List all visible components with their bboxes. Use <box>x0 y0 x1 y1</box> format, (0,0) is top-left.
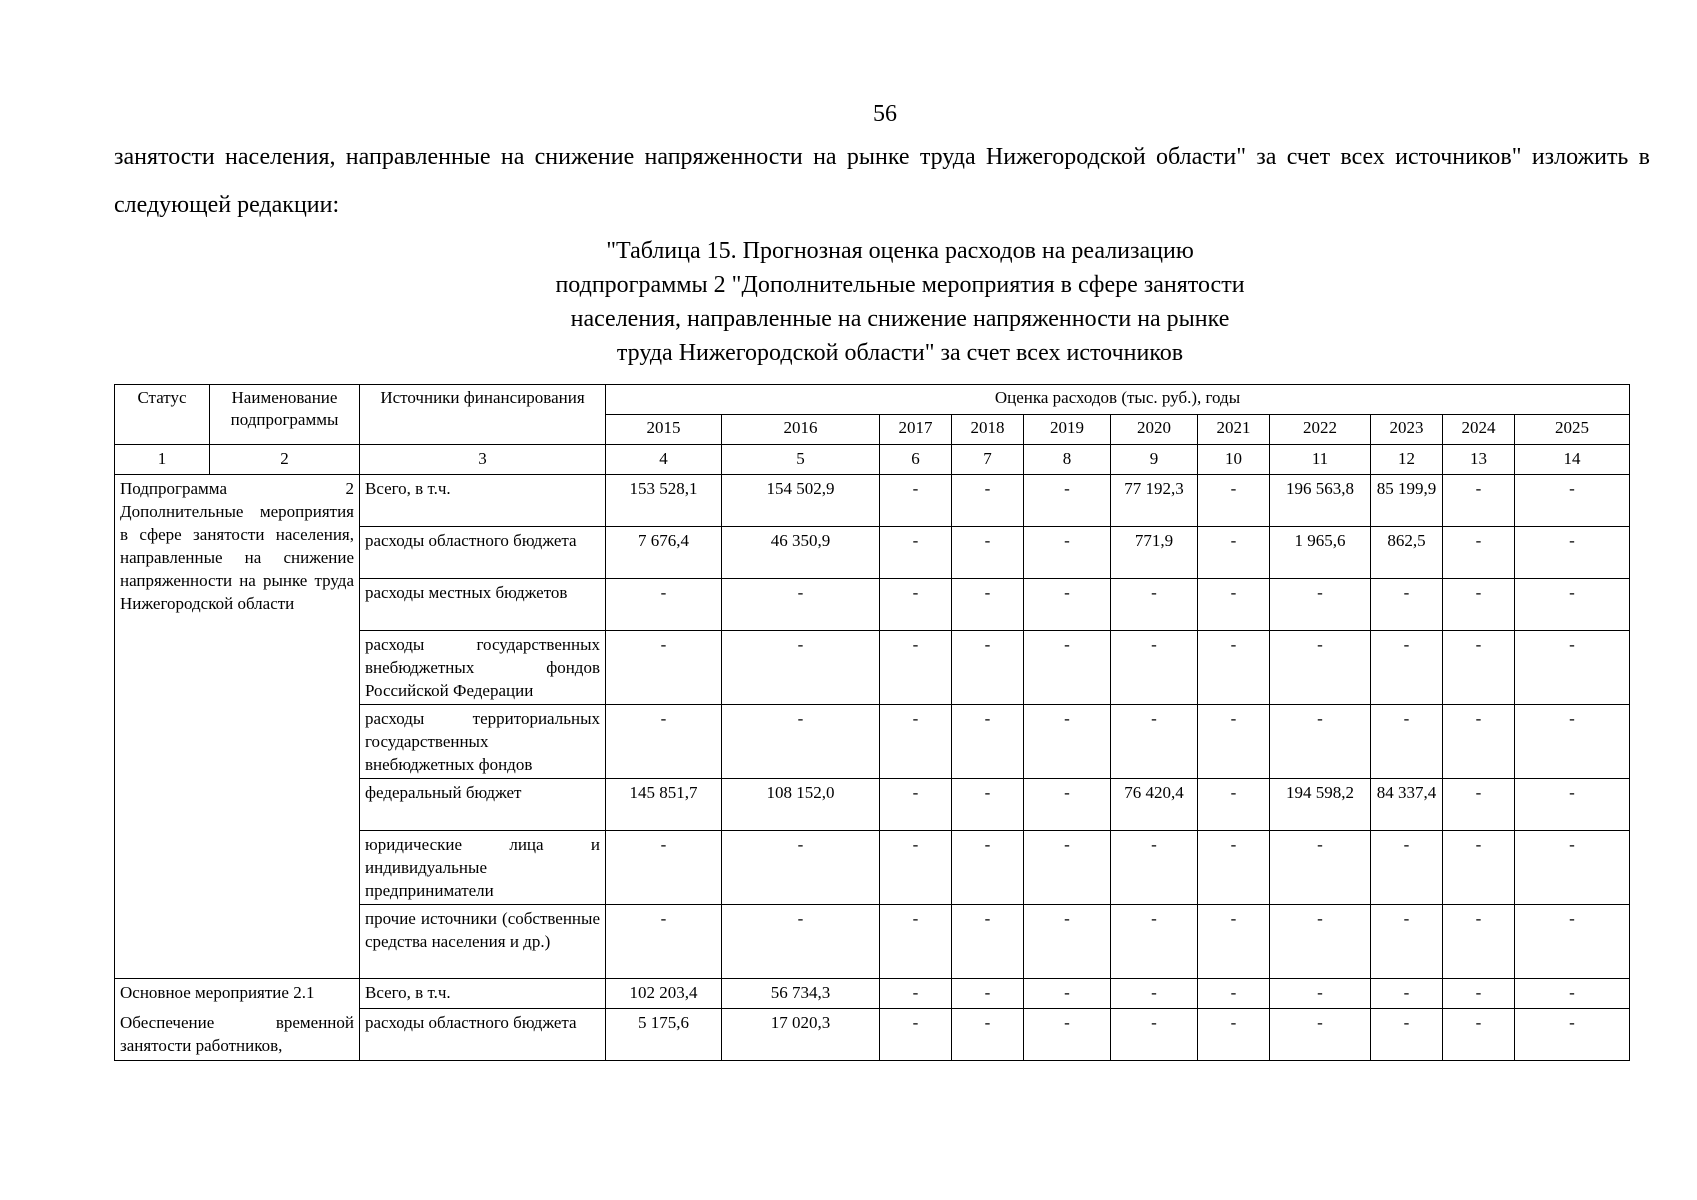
value-cell: - <box>606 831 722 905</box>
value-cell: - <box>1371 579 1443 631</box>
value-cell: - <box>1198 1009 1270 1061</box>
table-row <box>115 475 1630 527</box>
column-number: 7 <box>952 445 1024 475</box>
value-cell: - <box>1443 1009 1515 1061</box>
subprogram-status: Подпрограмма 2 Дополнительные мероприятия в сфере занятости населения, направленные на снижение напряженности на рынке труда Нижегородской области <box>115 475 360 979</box>
measure-status: Основное мероприятие 2.1 <box>115 979 360 1009</box>
header-year: 2018 <box>952 415 1024 445</box>
value-cell: - <box>1515 1009 1630 1061</box>
value-cell: - <box>952 705 1024 779</box>
column-number: 3 <box>360 445 606 475</box>
value-cell: 76 420,4 <box>1111 779 1198 831</box>
value-cell: - <box>606 579 722 631</box>
header-year: 2020 <box>1111 415 1198 445</box>
table-title-line: "Таблица 15. Прогнозная оценка расходов на реализацию <box>606 238 1194 264</box>
value-cell: 771,9 <box>1111 527 1198 579</box>
funding-source: Всего, в т.ч. <box>360 475 606 527</box>
header-sources: Источники финансирования <box>360 385 606 445</box>
value-cell: - <box>1270 631 1371 705</box>
value-cell: - <box>880 1009 952 1061</box>
value-cell: - <box>952 905 1024 979</box>
value-cell: - <box>1515 779 1630 831</box>
value-cell: 17 020,3 <box>722 1009 880 1061</box>
value-cell: - <box>880 631 952 705</box>
value-cell: - <box>880 475 952 527</box>
value-cell: - <box>1371 831 1443 905</box>
value-cell: 862,5 <box>1371 527 1443 579</box>
funding-source: расходы местных бюджетов <box>360 579 606 631</box>
value-cell: - <box>1111 705 1198 779</box>
value-cell: - <box>1024 905 1111 979</box>
value-cell: - <box>606 705 722 779</box>
funding-source: прочие источники (собственные средства населения и др.) <box>360 905 606 979</box>
value-cell: 145 851,7 <box>606 779 722 831</box>
value-cell: 84 337,4 <box>1371 779 1443 831</box>
value-cell: 56 734,3 <box>722 979 880 1009</box>
value-cell: - <box>880 905 952 979</box>
funding-source: расходы территориальных государственных внебюджетных фондов <box>360 705 606 779</box>
value-cell: - <box>1515 831 1630 905</box>
value-cell: - <box>722 579 880 631</box>
value-cell: - <box>1270 579 1371 631</box>
page-number: 56 <box>873 101 897 127</box>
value-cell: - <box>606 631 722 705</box>
value-cell: - <box>1443 979 1515 1009</box>
value-cell: - <box>1198 905 1270 979</box>
value-cell: - <box>1198 527 1270 579</box>
column-number: 13 <box>1443 445 1515 475</box>
value-cell: - <box>1515 579 1630 631</box>
value-cell: - <box>880 831 952 905</box>
value-cell: 108 152,0 <box>722 779 880 831</box>
value-cell: - <box>1198 705 1270 779</box>
table-row <box>115 1009 1630 1061</box>
funding-source: расходы областного бюджета <box>360 527 606 579</box>
value-cell: - <box>1443 579 1515 631</box>
value-cell: 194 598,2 <box>1270 779 1371 831</box>
value-cell: - <box>952 631 1024 705</box>
value-cell: - <box>880 705 952 779</box>
value-cell: - <box>1443 905 1515 979</box>
value-cell: 196 563,8 <box>1270 475 1371 527</box>
column-number: 10 <box>1198 445 1270 475</box>
table-title-line: населения, направленные на снижение напряженности на рынке <box>570 306 1230 332</box>
value-cell: 153 528,1 <box>606 475 722 527</box>
value-cell: - <box>1111 1009 1198 1061</box>
value-cell: - <box>1111 979 1198 1009</box>
column-number: 6 <box>880 445 952 475</box>
value-cell: 102 203,4 <box>606 979 722 1009</box>
value-cell: - <box>1515 527 1630 579</box>
value-cell: - <box>952 979 1024 1009</box>
header-year: 2019 <box>1024 415 1111 445</box>
value-cell: - <box>880 979 952 1009</box>
value-cell: - <box>1371 979 1443 1009</box>
value-cell: - <box>1515 631 1630 705</box>
column-number: 2 <box>210 445 360 475</box>
value-cell: - <box>1024 779 1111 831</box>
value-cell: - <box>880 527 952 579</box>
measure-status: Обеспечение временной занятости работников, <box>115 1009 360 1061</box>
funding-source: Всего, в т.ч. <box>360 979 606 1009</box>
header-estimate: Оценка расходов (тыс. руб.), годы <box>606 385 1630 415</box>
value-cell: - <box>1371 1009 1443 1061</box>
column-number: 12 <box>1371 445 1443 475</box>
value-cell: - <box>1198 475 1270 527</box>
value-cell: - <box>1198 979 1270 1009</box>
value-cell: - <box>722 631 880 705</box>
header-year: 2024 <box>1443 415 1515 445</box>
value-cell: - <box>1371 631 1443 705</box>
value-cell: 154 502,9 <box>722 475 880 527</box>
value-cell: - <box>1198 779 1270 831</box>
column-number: 14 <box>1515 445 1630 475</box>
header-year: 2025 <box>1515 415 1630 445</box>
value-cell: - <box>1515 475 1630 527</box>
value-cell: - <box>880 779 952 831</box>
value-cell: - <box>722 905 880 979</box>
value-cell: - <box>1371 905 1443 979</box>
funding-source: юридические лица и индивидуальные предприниматели <box>360 831 606 905</box>
header-status: Статус <box>115 385 210 445</box>
value-cell: - <box>1515 979 1630 1009</box>
table-title-line: подпрограммы 2 "Дополнительные мероприятия в сфере занятости <box>555 272 1245 298</box>
value-cell: - <box>1024 631 1111 705</box>
value-cell: - <box>1443 831 1515 905</box>
value-cell: 1 965,6 <box>1270 527 1371 579</box>
table-title <box>400 234 1400 370</box>
value-cell: - <box>1443 475 1515 527</box>
value-cell: - <box>952 475 1024 527</box>
value-cell: - <box>1024 475 1111 527</box>
value-cell: - <box>1270 705 1371 779</box>
value-cell: - <box>1111 831 1198 905</box>
value-cell: - <box>1111 905 1198 979</box>
value-cell: - <box>1024 527 1111 579</box>
value-cell: 5 175,6 <box>606 1009 722 1061</box>
value-cell: - <box>1443 705 1515 779</box>
value-cell: - <box>1024 979 1111 1009</box>
header-year: 2023 <box>1371 415 1443 445</box>
funding-source: федеральный бюджет <box>360 779 606 831</box>
column-number: 8 <box>1024 445 1111 475</box>
value-cell: - <box>952 579 1024 631</box>
value-cell: 85 199,9 <box>1371 475 1443 527</box>
header-year: 2015 <box>606 415 722 445</box>
funding-source: расходы областного бюджета <box>360 1009 606 1061</box>
value-cell: - <box>722 705 880 779</box>
value-cell: - <box>1371 705 1443 779</box>
value-cell: - <box>1270 905 1371 979</box>
value-cell: - <box>952 779 1024 831</box>
header-year: 2016 <box>722 415 880 445</box>
value-cell: - <box>952 831 1024 905</box>
value-cell: - <box>1024 831 1111 905</box>
value-cell: - <box>1111 631 1198 705</box>
value-cell: - <box>1270 1009 1371 1061</box>
value-cell: - <box>1270 831 1371 905</box>
value-cell: - <box>722 831 880 905</box>
expense-forecast-table <box>114 384 1630 1061</box>
value-cell: 77 192,3 <box>1111 475 1198 527</box>
value-cell: - <box>1024 579 1111 631</box>
value-cell: - <box>952 527 1024 579</box>
value-cell: - <box>1024 1009 1111 1061</box>
table-title-line: труда Нижегородской области" за счет всех источников <box>616 340 1184 366</box>
value-cell: - <box>1111 579 1198 631</box>
column-number: 1 <box>115 445 210 475</box>
value-cell: - <box>1515 705 1630 779</box>
value-cell: - <box>1515 905 1630 979</box>
column-number: 4 <box>606 445 722 475</box>
value-cell: - <box>880 579 952 631</box>
table-row <box>115 979 1630 1009</box>
column-number: 9 <box>1111 445 1198 475</box>
intro-paragraph: занятости населения, направленные на снижение напряженности на рынке труда Нижегородской области" за счет всех источников" изложить в следующей редакции: <box>114 144 1650 218</box>
header-name: Наименование подпрограммы <box>210 385 360 445</box>
column-number: 11 <box>1270 445 1371 475</box>
funding-source: расходы государственных внебюджетных фондов Российской Федерации <box>360 631 606 705</box>
value-cell: - <box>1270 979 1371 1009</box>
value-cell: - <box>1443 779 1515 831</box>
header-year: 2017 <box>880 415 952 445</box>
value-cell: - <box>606 905 722 979</box>
value-cell: - <box>1198 579 1270 631</box>
value-cell: - <box>1198 831 1270 905</box>
value-cell: - <box>1198 631 1270 705</box>
value-cell: - <box>952 1009 1024 1061</box>
value-cell: - <box>1024 705 1111 779</box>
column-number: 5 <box>722 445 880 475</box>
value-cell: - <box>1443 527 1515 579</box>
header-year: 2022 <box>1270 415 1371 445</box>
value-cell: - <box>1443 631 1515 705</box>
value-cell: 46 350,9 <box>722 527 880 579</box>
value-cell: 7 676,4 <box>606 527 722 579</box>
header-year: 2021 <box>1198 415 1270 445</box>
